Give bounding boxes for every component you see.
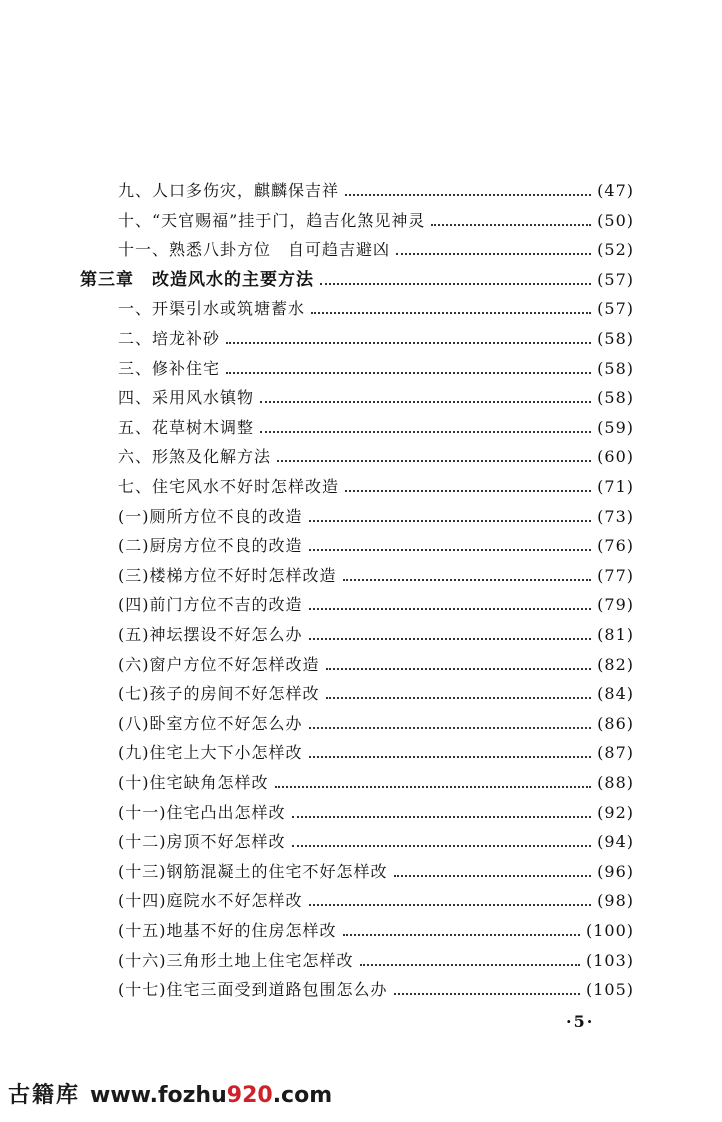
toc-entry-title: (四)前门方位不吉的改造: [118, 595, 303, 614]
toc-entry: [0, 533, 722, 559]
toc-entry-title: (七)孩子的房间不好怎样改: [118, 684, 320, 703]
toc-dot-leader: [260, 431, 591, 433]
toc-entry: [0, 563, 722, 589]
toc-entry: [0, 237, 722, 263]
toc-entry-page: (50): [597, 211, 634, 230]
toc-entry-title: 四、采用风水镇物: [118, 388, 255, 407]
toc-dot-leader: [309, 727, 591, 729]
watermark-site-name: 古籍库: [8, 1083, 81, 1108]
toc-dot-leader: [226, 342, 591, 344]
toc-entry-page: (58): [597, 329, 634, 348]
toc-dot-leader: [292, 845, 591, 847]
toc-entry-title: (八)卧室方位不好怎么办: [118, 714, 303, 733]
toc-entry-title: (十五)地基不好的住房怎样改: [118, 921, 337, 940]
toc-entry-page: (86): [597, 714, 634, 733]
toc-dot-leader: [226, 372, 591, 374]
toc-entry: [0, 888, 722, 914]
watermark: [8, 1078, 332, 1109]
toc-dot-leader: [343, 934, 580, 936]
toc-entry-title: (十三)钢筋混凝土的住宅不好怎样改: [118, 862, 388, 881]
toc-dot-leader: [343, 579, 591, 581]
toc-dot-leader: [326, 697, 591, 699]
toc-entry: [0, 296, 722, 322]
toc-dot-leader: [326, 668, 591, 670]
toc-entry: [0, 740, 722, 766]
toc-entry-title: (三)楼梯方位不好时怎样改造: [118, 566, 337, 585]
toc-entry: [0, 267, 722, 293]
toc-entry: [0, 918, 722, 944]
watermark-domain-accent: 920: [226, 1083, 273, 1108]
toc-entry-page: (105): [585, 980, 634, 999]
watermark-domain: [90, 1083, 332, 1108]
toc-entry-page: (103): [585, 951, 634, 970]
toc-entry: [0, 356, 722, 382]
toc-entry-title: (十)住宅缺角怎样改: [118, 773, 269, 792]
toc-entry-title: (六)窗户方位不好怎样改造: [118, 655, 320, 674]
toc-entry-title: 一、开渠引水或筑塘蓄水: [118, 299, 306, 318]
toc-entry: [0, 622, 722, 648]
toc-dot-leader: [275, 786, 591, 788]
toc-entry-page: (58): [597, 359, 634, 378]
toc-entry-title: 三、修补住宅: [118, 359, 221, 378]
toc-entry: [0, 829, 722, 855]
toc-entry-title: (十二)房顶不好怎样改: [118, 832, 286, 851]
toc-entry-page: (100): [585, 921, 634, 940]
toc-entry: [0, 652, 722, 678]
toc-entry: [0, 415, 722, 441]
toc-entry: [0, 208, 722, 234]
toc-entry-page: (58): [597, 388, 634, 407]
toc-dot-leader: [277, 460, 591, 462]
toc-dot-leader: [394, 875, 591, 877]
toc-entry-page: (59): [597, 418, 634, 437]
toc-entry: [0, 385, 722, 411]
toc-entry-page: (71): [597, 477, 634, 496]
toc-entry-page: (98): [597, 891, 634, 910]
page-number: ·5·: [566, 1012, 595, 1031]
toc-entry-page: (77): [597, 566, 634, 585]
toc-entry-title: (十四)庭院水不好怎样改: [118, 891, 303, 910]
toc-entry: [0, 711, 722, 737]
toc-chapter-title: 第三章 改造风水的主要方法: [80, 270, 314, 290]
toc-entry: [0, 504, 722, 530]
toc-entry-page: (52): [597, 240, 634, 259]
toc-entry: [0, 977, 722, 1003]
toc-dot-leader: [345, 490, 591, 492]
toc-dot-leader: [360, 964, 580, 966]
toc-entry-page: (73): [597, 507, 634, 526]
toc-entry: [0, 178, 722, 204]
toc-entry-page: (81): [597, 625, 634, 644]
toc-entry-title: (五)神坛摆设不好怎么办: [118, 625, 303, 644]
toc-entry-title: (二)厨房方位不良的改造: [118, 536, 303, 555]
toc-entry: [0, 681, 722, 707]
toc-dot-leader: [311, 312, 591, 314]
toc-dot-leader: [309, 638, 591, 640]
toc-entry: [0, 859, 722, 885]
toc-entry: [0, 444, 722, 470]
toc-dot-leader: [309, 904, 591, 906]
toc-entry: [0, 326, 722, 352]
toc-dot-leader: [309, 520, 591, 522]
toc-dot-leader: [309, 608, 591, 610]
toc-dot-leader: [309, 756, 591, 758]
toc-entry-page: (84): [597, 684, 634, 703]
toc-entry: [0, 800, 722, 826]
toc-entry-title: 十一、熟悉八卦方位 自可趋吉避凶: [118, 240, 391, 259]
toc-entry: [0, 948, 722, 974]
toc-dot-leader: [345, 194, 591, 196]
watermark-domain-prefix: www.fozhu: [90, 1083, 227, 1108]
toc-entry-page: (57): [597, 270, 634, 289]
toc-dot-leader: [292, 816, 591, 818]
toc-dot-leader: [431, 224, 591, 226]
toc-entry-page: (87): [597, 743, 634, 762]
toc-entry-page: (92): [597, 803, 634, 822]
toc-entry-title: (十七)住宅三面受到道路包围怎么办: [118, 980, 388, 999]
toc-dot-leader: [309, 549, 591, 551]
toc-entry-page: (94): [597, 832, 634, 851]
toc-entry: [0, 592, 722, 618]
toc-entry-title: (一)厕所方位不良的改造: [118, 507, 303, 526]
toc-entry-title: (九)住宅上大下小怎样改: [118, 743, 303, 762]
toc-entry-page: (88): [597, 773, 634, 792]
toc-entry-title: 十、“天官赐福”挂于门，趋吉化煞见神灵: [118, 211, 426, 230]
toc-entry-page: (57): [597, 299, 634, 318]
toc-entry-page: (76): [597, 536, 634, 555]
toc-dot-leader: [396, 253, 591, 255]
toc-entry-page: (47): [597, 181, 634, 200]
toc-entry-title: 二、培龙补砂: [118, 329, 221, 348]
watermark-domain-suffix: .com: [272, 1083, 333, 1108]
toc-entry-page: (60): [597, 447, 634, 466]
toc-entry-title: 九、人口多伤灾，麒麟保吉祥: [118, 181, 340, 200]
toc-entry-title: (十六)三角形土地上住宅怎样改: [118, 951, 354, 970]
toc-dot-leader: [260, 401, 591, 403]
toc-entry: [0, 770, 722, 796]
toc-entry-page: (96): [597, 862, 634, 881]
toc-dot-leader: [394, 993, 580, 995]
toc-entry-title: 六、形煞及化解方法: [118, 447, 272, 466]
toc-entry: [0, 474, 722, 500]
toc-entry-title: 五、花草树木调整: [118, 418, 255, 437]
toc-dot-leader: [320, 283, 591, 285]
toc-entry-page: (82): [597, 655, 634, 674]
toc-entry-title: (十一)住宅凸出怎样改: [118, 803, 286, 822]
toc-entry-page: (79): [597, 595, 634, 614]
toc-entry-title: 七、住宅风水不好时怎样改造: [118, 477, 340, 496]
